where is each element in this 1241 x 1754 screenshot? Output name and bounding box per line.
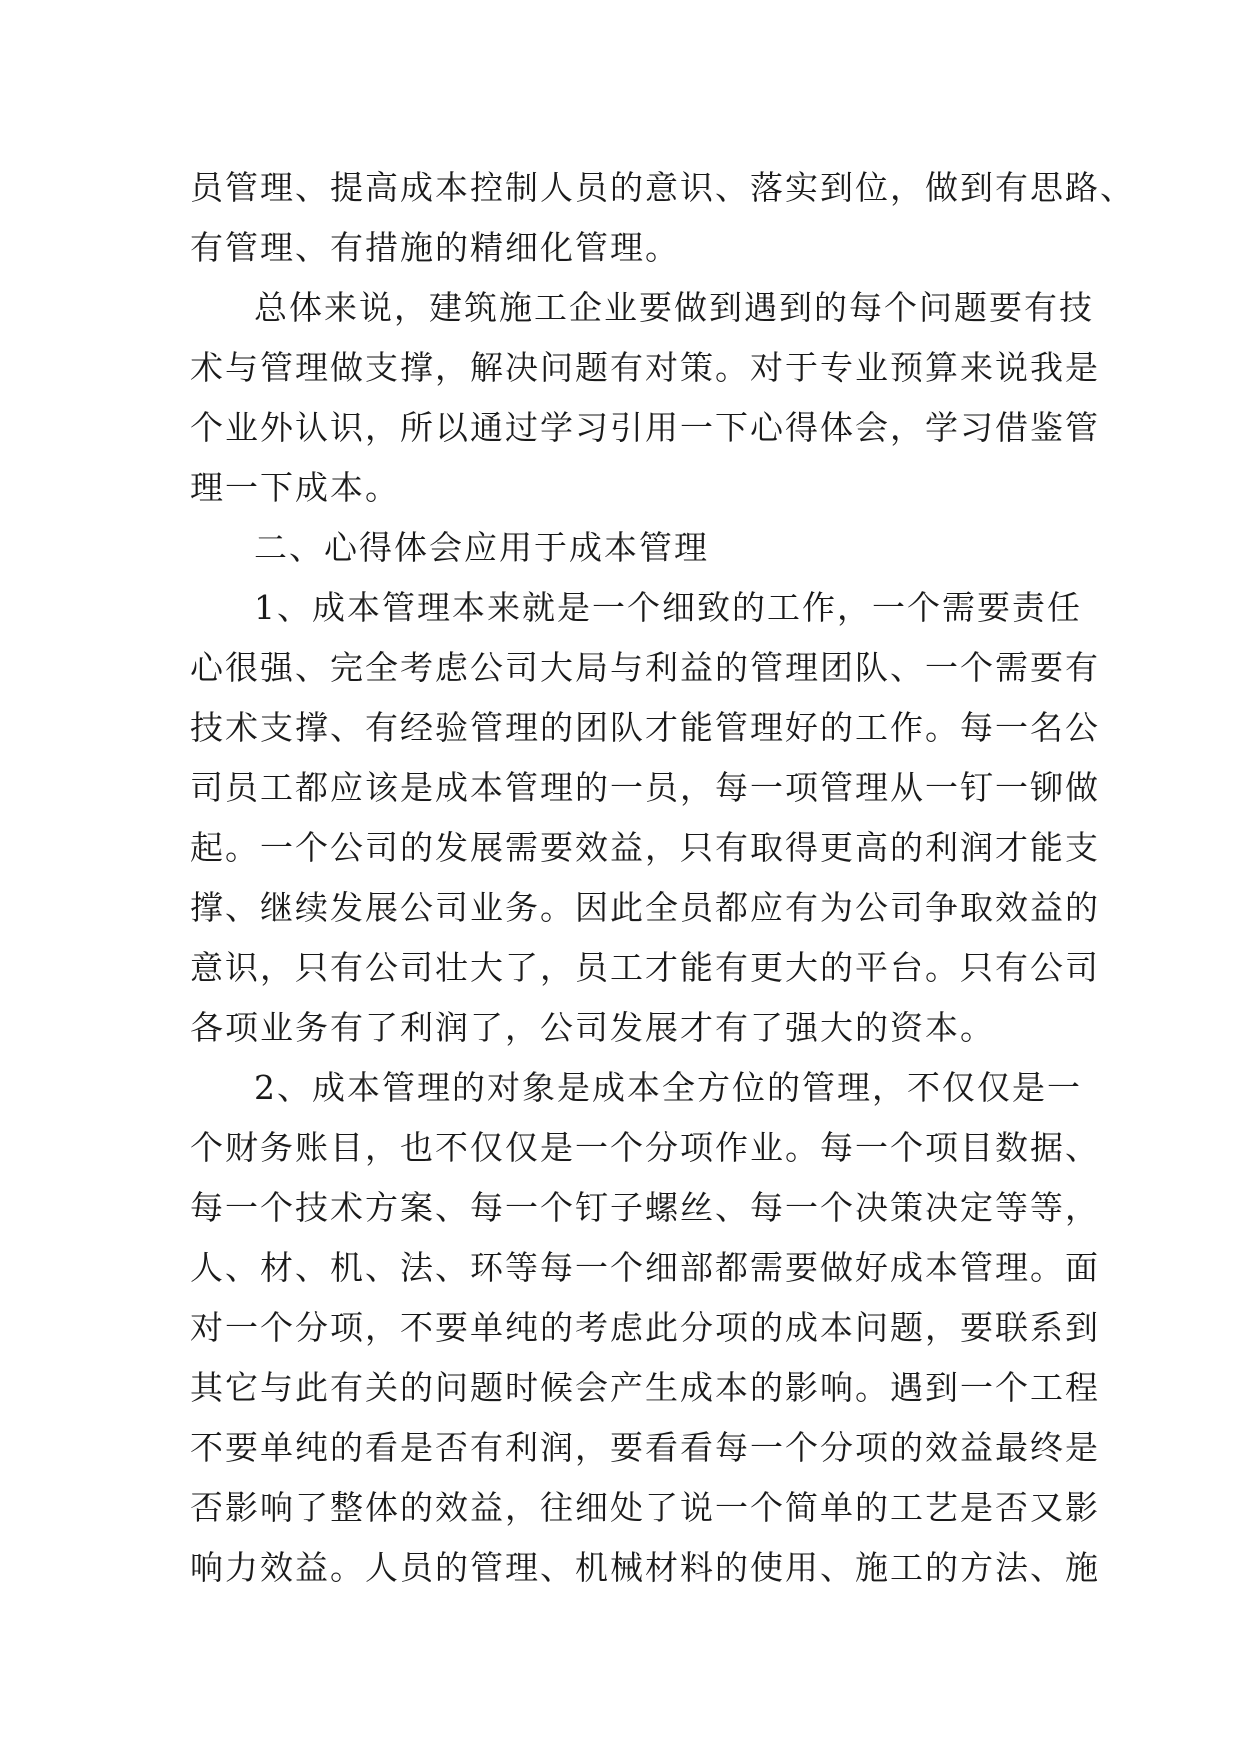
- text-line: 否影响了整体的效益，往细处了说一个简单的工艺是否又影: [190, 1488, 1100, 1527]
- text-line: 每一个技术方案、每一个钉子螺丝、每一个决策决定等等，: [190, 1188, 1100, 1227]
- text-line: 心很强、完全考虑公司大局与利益的管理团队、一个需要有: [190, 648, 1100, 687]
- text-line: 技术支撑、有经验管理的团队才能管理好的工作。每一名公: [190, 708, 1100, 747]
- text-line: 有管理、有措施的精细化管理。: [190, 228, 680, 267]
- text-line: 响力效益。人员的管理、机械材料的使用、施工的方法、施: [190, 1548, 1100, 1587]
- text-line: 员管理、提高成本控制人员的意识、落实到位，做到有思路、: [190, 168, 1135, 207]
- paragraph-first-line: 总体来说，建筑施工企业要做到遇到的每个问题要有技: [254, 288, 1094, 327]
- text-line: 其它与此有关的问题时候会产生成本的影响。遇到一个工程: [190, 1368, 1100, 1407]
- document-body: [190, 158, 1135, 1598]
- text-line: 术与管理做支撑，解决问题有对策。对于专业预算来说我是: [190, 348, 1100, 387]
- text-line: 个财务账目，也不仅仅是一个分项作业。每一个项目数据、: [190, 1128, 1100, 1167]
- paragraph-first-line: 二、心得体会应用于成本管理: [254, 528, 709, 567]
- paragraph-first-line: 1、成本管理本来就是一个细致的工作，一个需要责任: [254, 588, 1082, 627]
- text-line: 各项业务有了利润了，公司发展才有了强大的资本。: [190, 1008, 995, 1047]
- text-line: 司员工都应该是成本管理的一员，每一项管理从一钉一铆做: [190, 768, 1100, 807]
- text-line: 不要单纯的看是否有利润，要看看每一个分项的效益最终是: [190, 1428, 1100, 1467]
- text-line: 撑、继续发展公司业务。因此全员都应有为公司争取效益的: [190, 888, 1100, 927]
- text-line: 起。一个公司的发展需要效益，只有取得更高的利润才能支: [190, 828, 1100, 867]
- text-line: 对一个分项，不要单纯的考虑此分项的成本问题，要联系到: [190, 1308, 1100, 1347]
- paragraph-first-line: 2、成本管理的对象是成本全方位的管理，不仅仅是一: [254, 1068, 1082, 1107]
- text-line: 意识，只有公司壮大了，员工才能有更大的平台。只有公司: [190, 948, 1100, 987]
- text-line: 个业外认识，所以通过学习引用一下心得体会，学习借鉴管: [190, 408, 1100, 447]
- text-line: 理一下成本。: [190, 468, 400, 507]
- text-line: 人、材、机、法、环等每一个细部都需要做好成本管理。面: [190, 1248, 1100, 1287]
